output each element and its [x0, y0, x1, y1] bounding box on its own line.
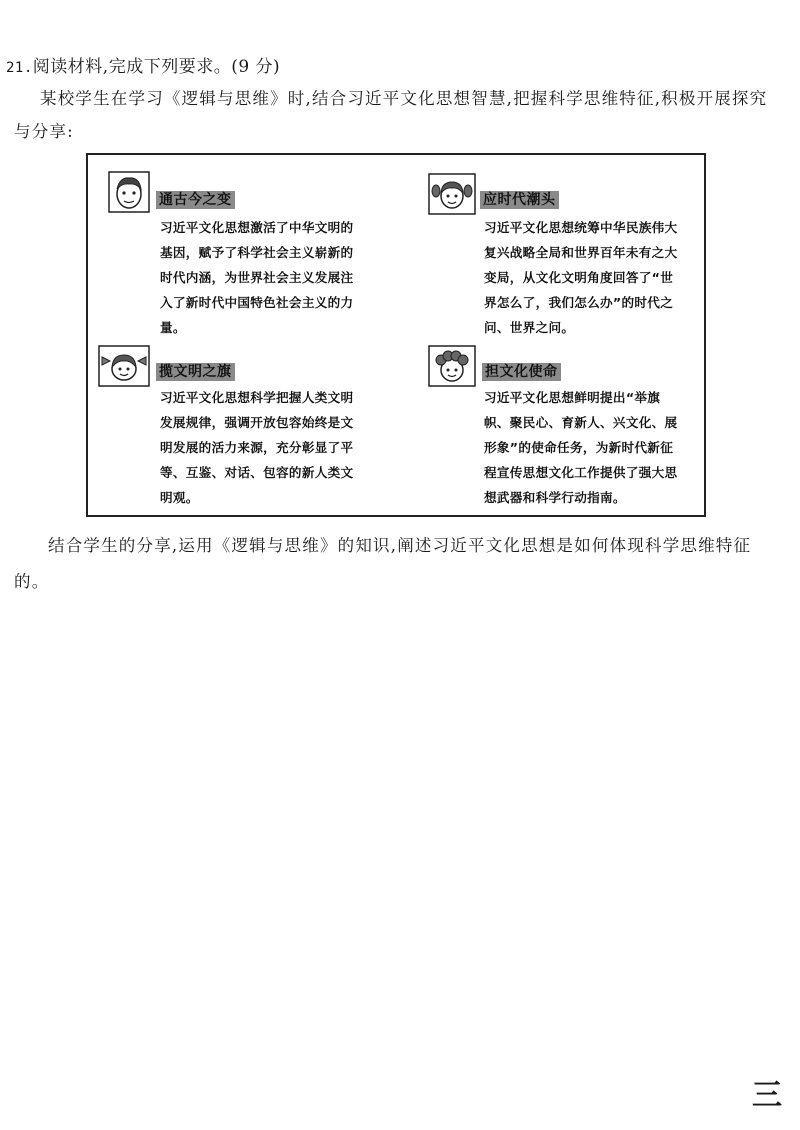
question-number: 21. — [6, 60, 33, 76]
boy-avatar-icon — [108, 171, 150, 213]
girl-pigtails-avatar-icon — [428, 173, 476, 215]
material-box — [86, 153, 706, 517]
question-instruction: 阅读材料,完成下列要求。(9 分) — [32, 57, 281, 77]
card-body: 习近平文化思想科学把握人类文明发展规律，强调开放包容始终是文明发展的活力来源，充分彰显了平等、互鉴、对话、包容的新人类文明观。 — [160, 390, 354, 505]
question-header — [6, 52, 280, 77]
question-intro: 某校学生在学习《逻辑与思维》时,结合习近平文化思想智慧,把握科学思维特征,积极开展探究与分享: — [14, 89, 768, 141]
card-title: 揽文明之旗 — [156, 363, 235, 381]
card-title: 通古今之变 — [156, 191, 235, 209]
curly-hair-avatar-icon — [428, 345, 476, 387]
girl-bow-avatar-icon — [98, 345, 150, 387]
card-body: 习近平文化思想鲜明提出“举旗帜、聚民心、育新人、兴文化、展形象”的使命任务，为新时代新征程宣传思想文化工作提供了强大思想武器和科学行动指南。 — [484, 390, 678, 505]
question-task: 结合学生的分享,运用《逻辑与思维》的知识,阐述习近平文化思想是如何体现科学思维特征的。 — [14, 536, 752, 591]
corner-mark: 三 — [752, 1078, 782, 1113]
card-body: 习近平文化思想统筹中华民族伟大复兴战略全局和世界百年未有之大变局，从文化文明角度回答了“世界怎么了，我们怎么办”的时代之问、世界之问。 — [484, 220, 678, 335]
card-title: 担文化使命 — [482, 363, 561, 381]
card-title: 应时代潮头 — [480, 191, 559, 209]
card-body: 习近平文化思想激活了中华文明的基因，赋予了科学社会主义崭新的时代内涵，为世界社会主义发展注入了新时代中国特色社会主义的力量。 — [160, 220, 354, 335]
